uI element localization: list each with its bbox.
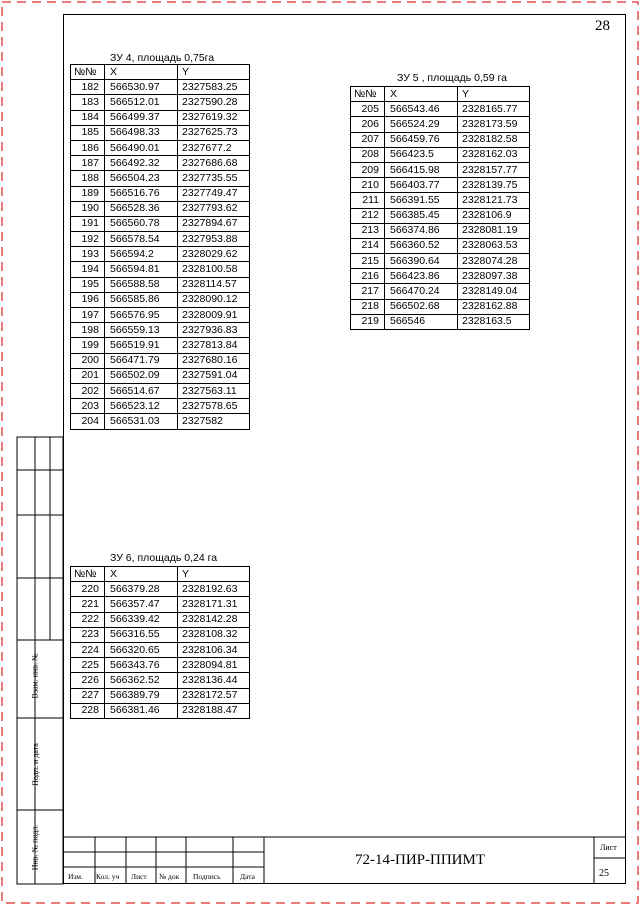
x-coordinate-cell: 566374.86: [385, 223, 458, 238]
point-number-cell: 186: [71, 140, 105, 155]
y-coordinate-cell: 2327749.47: [178, 186, 250, 201]
y-coordinate-cell: 2328142.28: [178, 612, 250, 627]
x-coordinate-cell: 566343.76: [105, 658, 178, 673]
x-coordinate-cell: 566546: [385, 314, 458, 329]
x-coordinate-cell: 566385.45: [385, 208, 458, 223]
x-coordinate-cell: 566381.46: [105, 703, 178, 718]
point-number-cell: 226: [71, 673, 105, 688]
header-cell: Y: [458, 87, 530, 102]
y-coordinate-cell: 2328172.57: [178, 688, 250, 703]
x-coordinate-cell: 566471.79: [105, 353, 178, 368]
point-number-cell: 213: [351, 223, 385, 238]
y-coordinate-cell: 2327578.65: [178, 399, 250, 414]
y-coordinate-cell: 2327625.73: [178, 125, 250, 140]
x-coordinate-cell: 566379.28: [105, 582, 178, 597]
point-number-cell: 227: [71, 688, 105, 703]
point-number-cell: 198: [71, 323, 105, 338]
x-coordinate-cell: 566502.09: [105, 368, 178, 383]
x-coordinate-cell: 566470.24: [385, 284, 458, 299]
point-number-cell: 209: [351, 162, 385, 177]
point-number-cell: 225: [71, 658, 105, 673]
y-coordinate-cell: 2328029.62: [178, 247, 250, 262]
point-number-cell: 202: [71, 383, 105, 398]
point-number-cell: 190: [71, 201, 105, 216]
x-coordinate-cell: 566415.98: [385, 162, 458, 177]
y-coordinate-cell: 2328121.73: [458, 193, 530, 208]
y-coordinate-cell: 2327680.16: [178, 353, 250, 368]
header-cell: X: [385, 87, 458, 102]
header-cell: X: [105, 567, 178, 582]
point-number-cell: 189: [71, 186, 105, 201]
stamp-inv-podl: Инв. № подл.: [30, 824, 40, 871]
point-number-cell: 203: [71, 399, 105, 414]
point-number-cell: 212: [351, 208, 385, 223]
y-coordinate-cell: 2327793.62: [178, 201, 250, 216]
point-number-cell: 214: [351, 238, 385, 253]
header-cell: №№: [71, 567, 105, 582]
y-coordinate-cell: 2328108.32: [178, 627, 250, 642]
tb-col-ndok: № док: [159, 872, 180, 881]
point-number-cell: 188: [71, 171, 105, 186]
y-coordinate-cell: 2328139.75: [458, 178, 530, 193]
x-coordinate-cell: 566528.36: [105, 201, 178, 216]
y-coordinate-cell: 2327582: [178, 414, 250, 429]
y-coordinate-cell: 2328162.88: [458, 299, 530, 314]
x-coordinate-cell: 566498.33: [105, 125, 178, 140]
header-cell: Y: [178, 65, 250, 80]
tb-col-podpis: Подпись: [193, 872, 221, 881]
x-coordinate-cell: 566320.65: [105, 642, 178, 657]
y-coordinate-cell: 2328163.5: [458, 314, 530, 329]
document-code: 72-14-ПИР-ППИМТ: [355, 852, 485, 868]
y-coordinate-cell: 2328090.12: [178, 292, 250, 307]
point-number-cell: 183: [71, 95, 105, 110]
x-coordinate-cell: 566390.64: [385, 254, 458, 269]
point-number-cell: 195: [71, 277, 105, 292]
header-cell: Y: [178, 567, 250, 582]
tb-col-data: Дата: [240, 872, 255, 881]
y-coordinate-cell: 2328165.77: [458, 102, 530, 117]
y-coordinate-cell: 2327735.55: [178, 171, 250, 186]
y-coordinate-cell: 2327813.84: [178, 338, 250, 353]
x-coordinate-cell: 566578.54: [105, 232, 178, 247]
y-coordinate-cell: 2328188.47: [178, 703, 250, 718]
x-coordinate-cell: 566519.91: [105, 338, 178, 353]
header-cell: №№: [71, 65, 105, 80]
x-coordinate-cell: 566423.86: [385, 269, 458, 284]
y-coordinate-cell: 2328074.28: [458, 254, 530, 269]
tb-col-kol-uch: Кол. уч: [96, 872, 120, 881]
point-number-cell: 197: [71, 308, 105, 323]
y-coordinate-cell: 2328182.58: [458, 132, 530, 147]
point-number-cell: 201: [71, 368, 105, 383]
y-coordinate-cell: 2327936.83: [178, 323, 250, 338]
point-number-cell: 216: [351, 269, 385, 284]
point-number-cell: 204: [71, 414, 105, 429]
x-coordinate-cell: 566403.77: [385, 178, 458, 193]
x-coordinate-cell: 566512.01: [105, 95, 178, 110]
point-number-cell: 187: [71, 156, 105, 171]
x-coordinate-cell: 566423.5: [385, 147, 458, 162]
y-coordinate-cell: 2327894.67: [178, 216, 250, 231]
y-coordinate-cell: 2328094.81: [178, 658, 250, 673]
page-number: 28: [595, 18, 610, 34]
point-number-cell: 219: [351, 314, 385, 329]
point-number-cell: 228: [71, 703, 105, 718]
point-number-cell: 205: [351, 102, 385, 117]
x-coordinate-cell: 566502.68: [385, 299, 458, 314]
y-coordinate-cell: 2328106.9: [458, 208, 530, 223]
tb-col-list: Лист: [131, 872, 147, 881]
x-coordinate-cell: 566588.58: [105, 277, 178, 292]
y-coordinate-cell: 2327583.25: [178, 80, 250, 95]
y-coordinate-cell: 2328114.57: [178, 277, 250, 292]
y-coordinate-cell: 2327953.88: [178, 232, 250, 247]
y-coordinate-cell: 2328100.58: [178, 262, 250, 277]
point-number-cell: 196: [71, 292, 105, 307]
x-coordinate-cell: 566585.86: [105, 292, 178, 307]
x-coordinate-cell: 566524.29: [385, 117, 458, 132]
point-number-cell: 194: [71, 262, 105, 277]
point-number-cell: 193: [71, 247, 105, 262]
y-coordinate-cell: 2328081.19: [458, 223, 530, 238]
x-coordinate-cell: 566530.97: [105, 80, 178, 95]
y-coordinate-cell: 2327591.04: [178, 368, 250, 383]
x-coordinate-cell: 566594.2: [105, 247, 178, 262]
y-coordinate-cell: 2327563.11: [178, 383, 250, 398]
y-coordinate-cell: 2328009.91: [178, 308, 250, 323]
point-number-cell: 211: [351, 193, 385, 208]
x-coordinate-cell: 566594.81: [105, 262, 178, 277]
table-caption-zu5: ЗУ 5 , площадь 0,59 га: [397, 72, 507, 84]
sheet-number: 25: [599, 868, 609, 879]
stamp-vzam-inv: Взам. инв. №: [30, 653, 40, 699]
header-cell: №№: [351, 87, 385, 102]
point-number-cell: 199: [71, 338, 105, 353]
point-number-cell: 182: [71, 80, 105, 95]
x-coordinate-cell: 566391.55: [385, 193, 458, 208]
x-coordinate-cell: 566362.52: [105, 673, 178, 688]
point-number-cell: 221: [71, 597, 105, 612]
y-coordinate-cell: 2328136.44: [178, 673, 250, 688]
x-coordinate-cell: 566459.76: [385, 132, 458, 147]
x-coordinate-cell: 566543.46: [385, 102, 458, 117]
x-coordinate-cell: 566357.47: [105, 597, 178, 612]
point-number-cell: 200: [71, 353, 105, 368]
point-number-cell: 207: [351, 132, 385, 147]
x-coordinate-cell: 566576.95: [105, 308, 178, 323]
y-coordinate-cell: 2327590.28: [178, 95, 250, 110]
x-coordinate-cell: 566499.37: [105, 110, 178, 125]
x-coordinate-cell: 566514.67: [105, 383, 178, 398]
point-number-cell: 218: [351, 299, 385, 314]
y-coordinate-cell: 2328097.38: [458, 269, 530, 284]
point-number-cell: 192: [71, 232, 105, 247]
point-number-cell: 224: [71, 642, 105, 657]
point-number-cell: 206: [351, 117, 385, 132]
x-coordinate-cell: 566339.42: [105, 612, 178, 627]
x-coordinate-cell: 566516.76: [105, 186, 178, 201]
y-coordinate-cell: 2328192.63: [178, 582, 250, 597]
y-coordinate-cell: 2328063.53: [458, 238, 530, 253]
point-number-cell: 217: [351, 284, 385, 299]
x-coordinate-cell: 566560.78: [105, 216, 178, 231]
y-coordinate-cell: 2328149.04: [458, 284, 530, 299]
point-number-cell: 222: [71, 612, 105, 627]
table-caption-zu4: ЗУ 4, площадь 0,75га: [110, 52, 215, 64]
x-coordinate-cell: 566523.12: [105, 399, 178, 414]
y-coordinate-cell: 2327619.32: [178, 110, 250, 125]
x-coordinate-cell: 566504.23: [105, 171, 178, 186]
y-coordinate-cell: 2328171.31: [178, 597, 250, 612]
stamp-podp-data: Подп. и дата: [31, 743, 40, 786]
point-number-cell: 215: [351, 254, 385, 269]
x-coordinate-cell: 566389.79: [105, 688, 178, 703]
x-coordinate-cell: 566490.01: [105, 140, 178, 155]
y-coordinate-cell: 2327677.2: [178, 140, 250, 155]
y-coordinate-cell: 2328157.77: [458, 162, 530, 177]
y-coordinate-cell: 2328162.03: [458, 147, 530, 162]
y-coordinate-cell: 2328173.59: [458, 117, 530, 132]
point-number-cell: 185: [71, 125, 105, 140]
sheet-label: Лист: [600, 843, 617, 852]
x-coordinate-cell: 566316.55: [105, 627, 178, 642]
point-number-cell: 210: [351, 178, 385, 193]
x-coordinate-cell: 566492.32: [105, 156, 178, 171]
y-coordinate-cell: 2327686.68: [178, 156, 250, 171]
header-cell: X: [105, 65, 178, 80]
point-number-cell: 191: [71, 216, 105, 231]
x-coordinate-cell: 566360.52: [385, 238, 458, 253]
point-number-cell: 184: [71, 110, 105, 125]
x-coordinate-cell: 566531.03: [105, 414, 178, 429]
point-number-cell: 223: [71, 627, 105, 642]
tb-col-izm: Изм.: [68, 872, 83, 881]
x-coordinate-cell: 566559.13: [105, 323, 178, 338]
point-number-cell: 220: [71, 582, 105, 597]
point-number-cell: 208: [351, 147, 385, 162]
table-caption-zu6: ЗУ 6, площадь 0,24 га: [110, 552, 218, 564]
y-coordinate-cell: 2328106.34: [178, 642, 250, 657]
